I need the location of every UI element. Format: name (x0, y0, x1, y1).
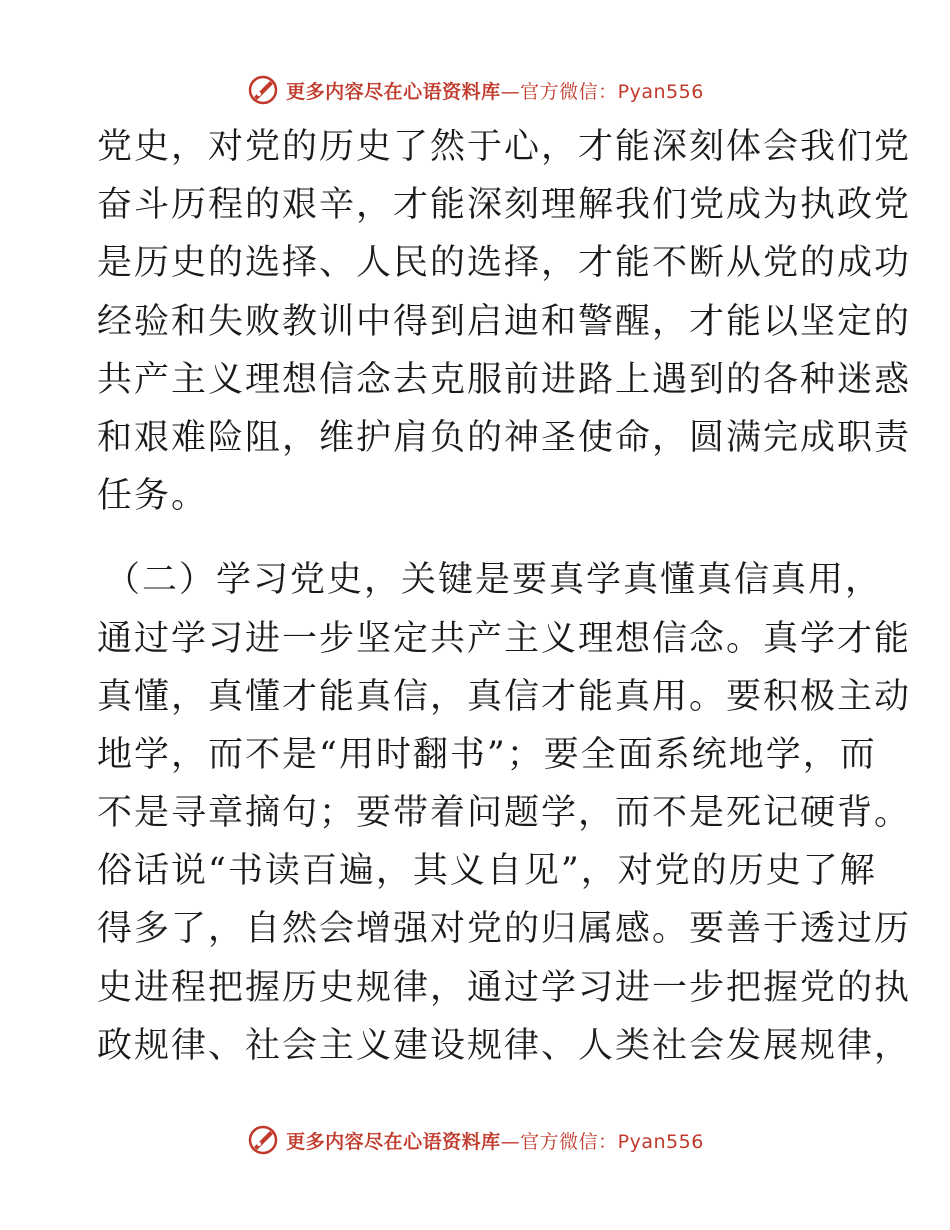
text-line: 奋斗历程的艰辛，才能深刻理解我们党成为执政党 (97, 185, 912, 226)
text-line: 党史，对党的历史了然于心，才能深刻体会我们党 (97, 127, 912, 167)
text-line: 通过学习进一步坚定共产主义理想信念。真学才能 (97, 618, 912, 659)
text-line: 不是寻章摘句；要带着问题学，而不是死记硬背。 (97, 793, 912, 834)
pen-logo-icon (246, 1123, 280, 1157)
paragraph-2 (97, 551, 912, 1075)
text-line: 真懂，真懂才能真信，真信才能真用。要积极主动 (97, 676, 912, 717)
footer-watermark-text: 更多内容尽在心语资料库—官方微信：Pyan556 (286, 1130, 704, 1153)
document-body (97, 118, 912, 1075)
footer-watermark (0, 1120, 950, 1160)
pen-logo-icon (246, 73, 280, 107)
text-line: 是历史的选择、人民的选择，才能不断从党的成功 (97, 243, 912, 284)
paragraph-1 (97, 118, 912, 525)
text-line: 经验和失败教训中得到启迪和警醒，才能以坚定的 (97, 301, 912, 342)
text-line: 政规律、社会主义建设规律、人类社会发展规律， (97, 1025, 912, 1066)
text-line: 和艰难险阻，维护肩负的神圣使命，圆满完成职责 (97, 417, 912, 458)
section-heading-line: （二）学习党史，关键是要真学真懂真信真用， (105, 560, 883, 601)
text-line: 共产主义理想信念去克服前进路上遇到的各种迷惑 (97, 359, 912, 400)
header-watermark (0, 70, 950, 110)
text-line: 地学，而不是“用时翻书”；要全面系统地学，而 (97, 734, 877, 775)
text-line: 任务。 (97, 476, 209, 517)
header-watermark-text: 更多内容尽在心语资料库—官方微信：Pyan556 (286, 80, 704, 103)
text-line: 史进程把握历史规律，通过学习进一步把握党的执 (97, 967, 912, 1008)
text-line: 得多了，自然会增强对党的归属感。要善于透过历 (97, 909, 912, 950)
text-line: 俗话说“书读百遍，其义自见”，对党的历史了解 (97, 851, 877, 892)
